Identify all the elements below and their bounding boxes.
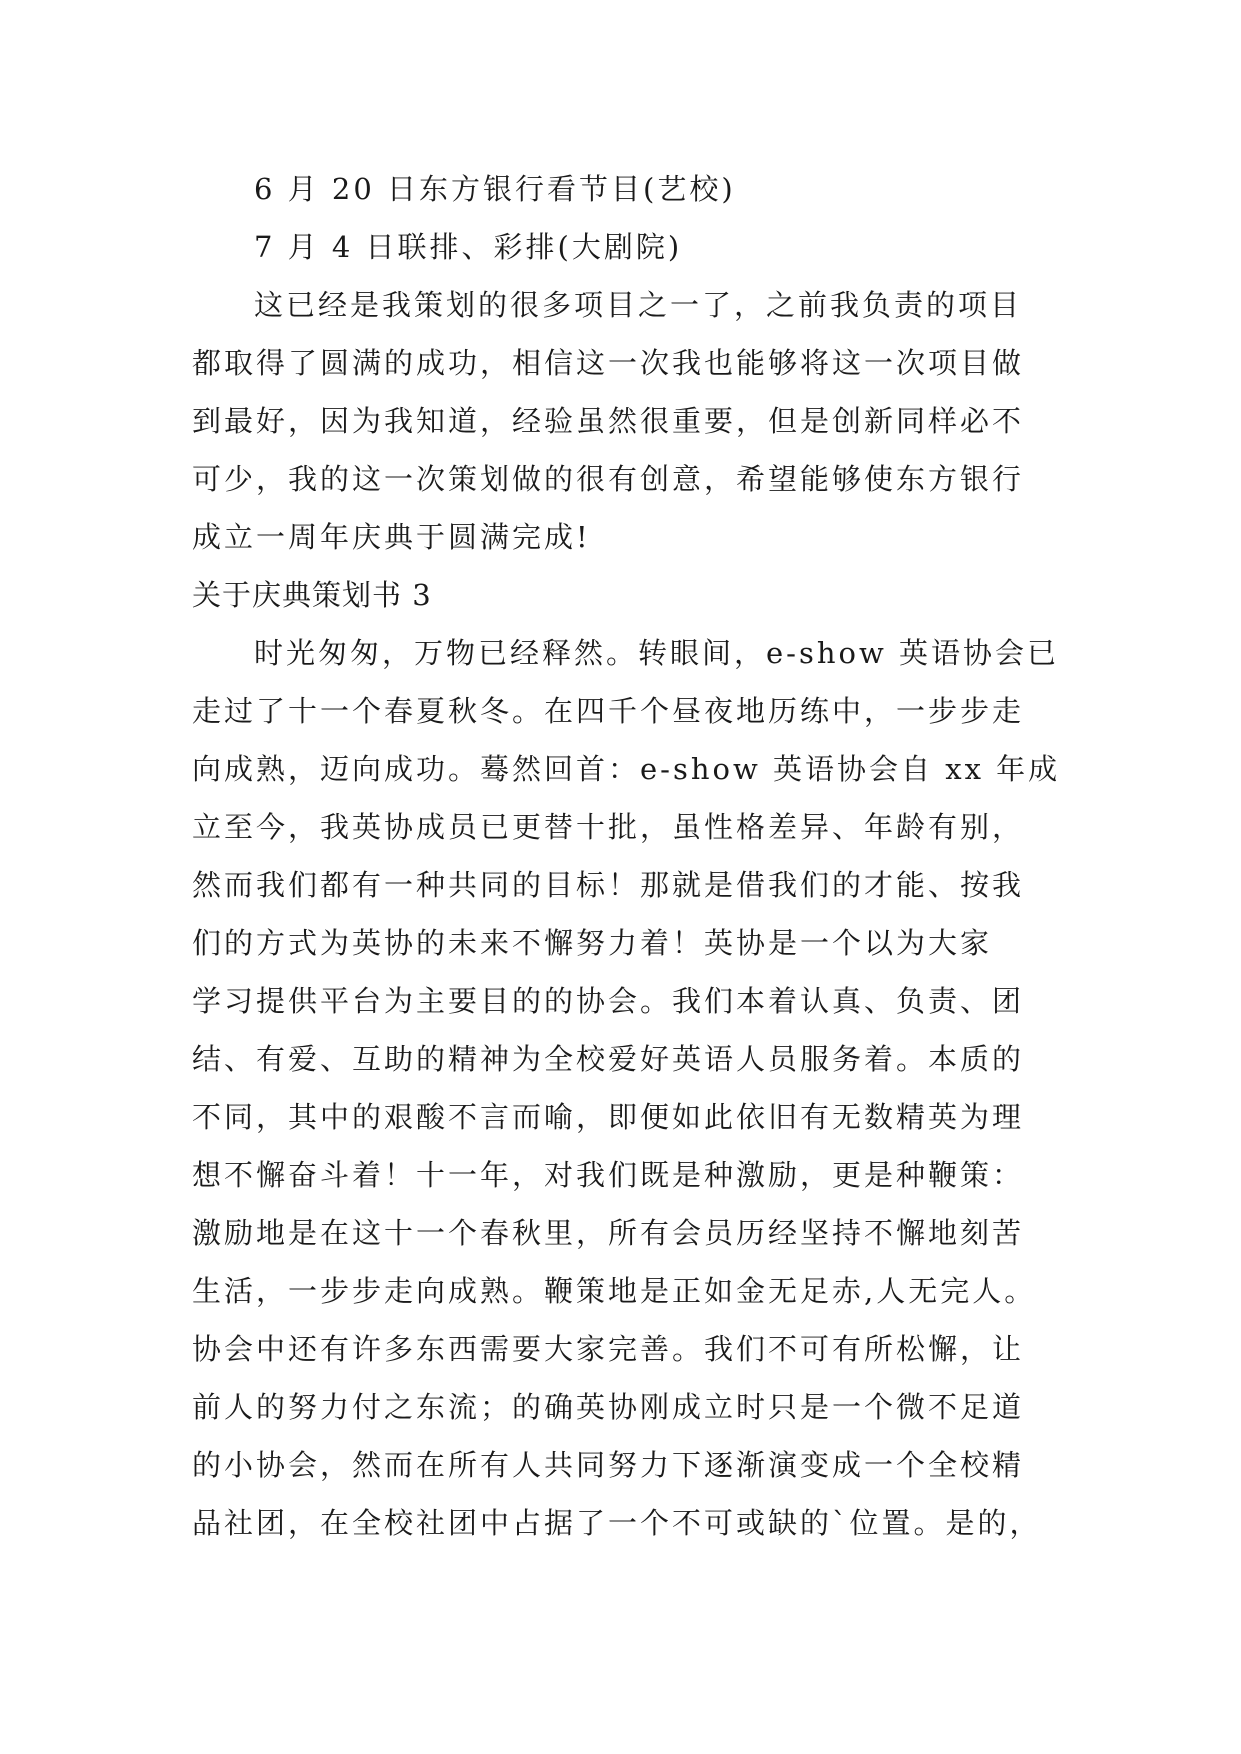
paragraph-line: 走过了十一个春夏秋冬。在四千个昼夜地历练中，一步步走 xyxy=(192,694,1025,728)
paragraph-line: 激励地是在这十一个春秋里，所有会员历经坚持不懈地刻苦 xyxy=(192,1216,1025,1250)
paragraph-line: 的小协会，然而在所有人共同努力下逐渐演变成一个全校精 xyxy=(192,1448,1025,1482)
paragraph-line: 成立一周年庆典于圆满完成! xyxy=(192,520,591,554)
paragraph-line: 然而我们都有一种共同的目标！那就是借我们的才能、按我 xyxy=(192,868,1025,902)
paragraph-line: 学习提供平台为主要目的的协会。我们本着认真、负责、团 xyxy=(192,984,1025,1018)
paragraph-line: 品社团，在全校社团中占据了一个不可或缺的`位置。是的， xyxy=(192,1506,1042,1540)
paragraph-line: 都取得了圆满的成功，相信这一次我也能够将这一次项目做 xyxy=(192,346,1025,380)
paragraph-line: 们的方式为英协的未来不懈努力着！英协是一个以为大家 xyxy=(192,926,993,960)
paragraph-line: 想不懈奋斗着！十一年，对我们既是种激励，更是种鞭策： xyxy=(192,1158,1025,1192)
schedule-line: 6 月 20 日东方银行看节目(艺校) xyxy=(254,172,736,206)
paragraph-line: 前人的努力付之东流；的确英协刚成立时只是一个微不足道 xyxy=(192,1390,1025,1424)
paragraph-line: 结、有爱、互助的精神为全校爱好英语人员服务着。本质的 xyxy=(192,1042,1025,1076)
paragraph-line: 时光匆匆，万物已经释然。转眼间，e-show 英语协会已 xyxy=(254,636,1060,670)
document-body xyxy=(192,160,1061,1552)
schedule-line: 7 月 4 日联排、彩排(大剧院) xyxy=(254,230,683,264)
paragraph-line: 这已经是我策划的很多项目之一了，之前我负责的项目 xyxy=(254,288,1023,322)
paragraph-line: 不同，其中的艰酸不言而喻，即便如此依旧有无数精英为理 xyxy=(192,1100,1025,1134)
paragraph-line: 可少，我的这一次策划做的很有创意，希望能够使东方银行 xyxy=(192,462,1025,496)
paragraph-line: 到最好，因为我知道，经验虽然很重要，但是创新同样必不 xyxy=(192,404,1025,438)
paragraph-line: 生活，一步步走向成熟。鞭策地是正如金无足赤,人无完人。 xyxy=(192,1274,1037,1308)
section-heading: 关于庆典策划书 3 xyxy=(192,578,432,612)
paragraph-line: 向成熟，迈向成功。蓦然回首：e-show 英语协会自 xx 年成 xyxy=(192,752,1061,786)
paragraph-line: 协会中还有许多东西需要大家完善。我们不可有所松懈，让 xyxy=(192,1332,1025,1366)
paragraph-line: 立至今，我英协成员已更替十批，虽性格差异、年龄有别， xyxy=(192,810,1025,844)
